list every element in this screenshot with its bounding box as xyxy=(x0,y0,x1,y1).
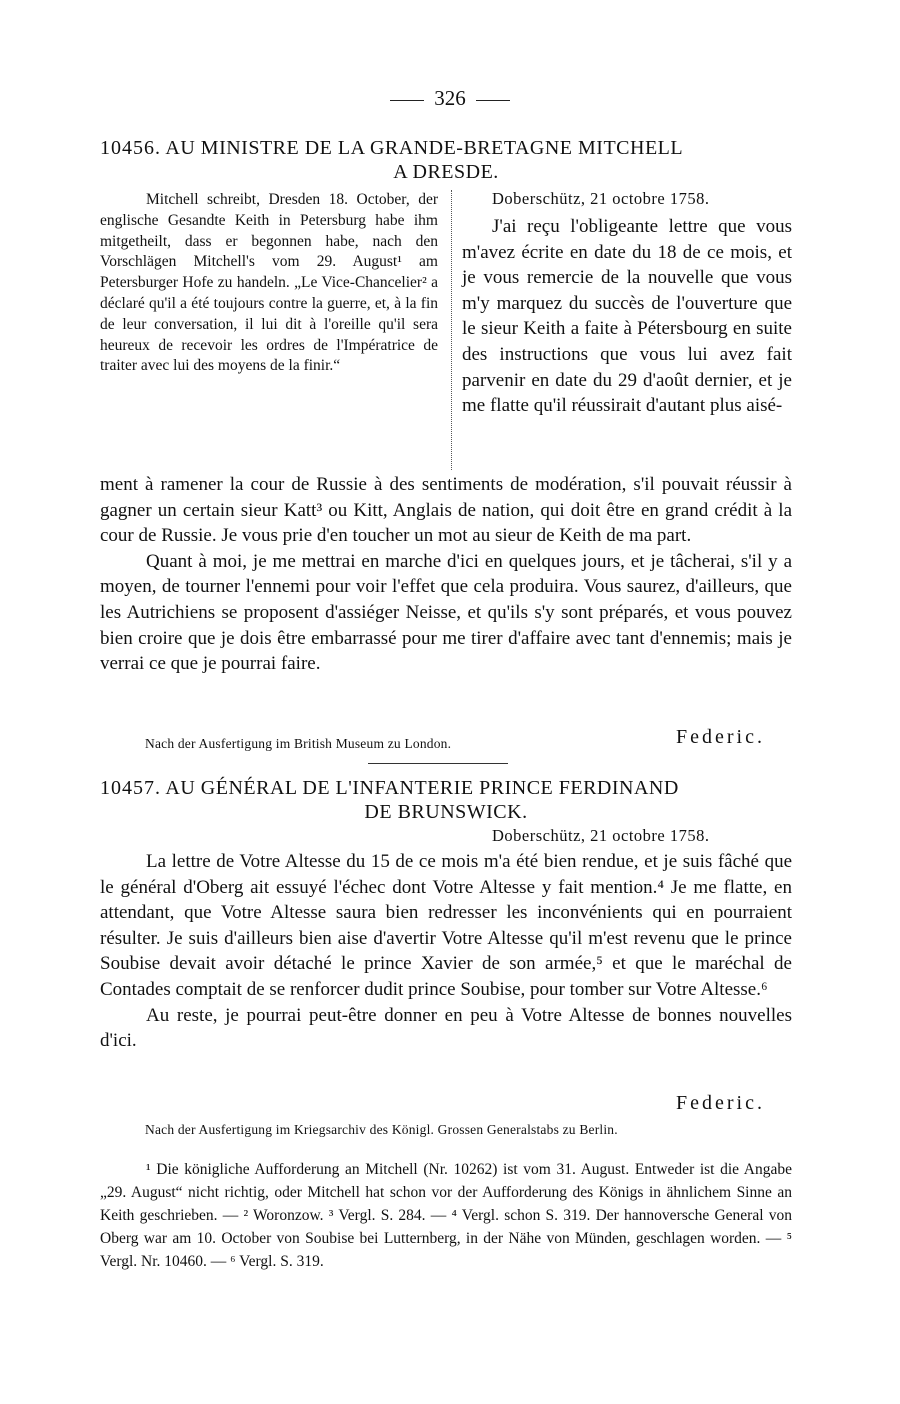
letter2-body xyxy=(100,849,792,1054)
page-header xyxy=(0,86,900,111)
letter2-signature: Federic. xyxy=(676,1092,765,1114)
letter1-body-para2: Quant à moi, je me mettrai en marche d'ici en quelques jours, et je tâcherai, s'il y a moyen, de tourner l'ennemi pour voir l'effet que cela produira. Vous saurez, d'ailleurs, que les Autrichiens se proposent d'assiéger Neisse, et qu'ils s'y sont préparés, et vous pouvez bien croire que je dois être embarrassé pour me tirer d'affaire avec tant d'ennemis; mais je verrai ce que je pourrai faire. xyxy=(100,550,792,675)
letter2-number: 10457. xyxy=(100,777,161,799)
separator-rule xyxy=(368,763,508,764)
letter1-body-part1 xyxy=(462,214,792,419)
letter1-summary xyxy=(100,190,438,377)
footnotes-text: ¹ Die königliche Aufforderung an Mitchell (Nr. 10262) ist vom 31. August. Entweder ist die Angabe „29. August“ nicht richtig, oder Mitchell hat schon vor der Aufforderung des Königs in ähnlichem Sinne an Keith geschrieben. — ² Woronzow. ³ Vergl. S. 284. — ⁴ Vergl. schon S. 319. Der hannoversche General von Oberg war am 10. October von Soubise bei Lutternberg, in der Nähe von Münden, geschlagen worden. — ⁵ Vergl. Nr. 10460. — ⁶ Vergl. S. 319. xyxy=(100,1161,792,1270)
letter1-body-part2: ment à ramener la cour de Russie à des sentiments de modération, s'il pouvait réussir à gagner un certain sieur Katt³ ou Kitt, Anglais de nation, qui doit être en grand crédit à la cour de Russie. Je vous prie d'en toucher un mot au sieur de Keith de ma part. xyxy=(100,474,792,547)
letter2-dateline: Doberschütz, 21 octobre 1758. xyxy=(492,826,710,845)
page-number: 326 xyxy=(434,86,466,110)
letter1-heading xyxy=(100,136,800,161)
letter1-title-line1: AU MINISTRE DE LA GRANDE-BRETAGNE MITCHELL xyxy=(165,137,684,159)
letter1-body-continued xyxy=(100,472,792,677)
letter1-title-line2: A DRESDE. xyxy=(393,161,499,183)
letter2-title-line1: AU GÉNÉRAL DE L'INFANTERIE PRINCE FERDINAND xyxy=(165,777,679,799)
letter2-body-para2: Au reste, je pourrai peut-être donner en peu à Votre Altesse de bonnes nouvelles d'ici. xyxy=(100,1004,792,1052)
letter1-dateline: Doberschütz, 21 octobre 1758. xyxy=(492,189,710,208)
letter2-source: Nach der Ausfertigung im Kriegsarchiv des Königl. Grossen Generalstabs zu Berlin. xyxy=(145,1122,618,1137)
letter1-signature: Federic. xyxy=(676,726,765,748)
letter2-title-line2: DE BRUNSWICK. xyxy=(364,801,528,823)
letter1-summary-text: Mitchell schreibt, Dresden 18. October, der englische Gesandte Keith in Petersburg habe ihm mitgetheilt, dass er begonnen habe, nach den Vorschlägen Mitchell's vom 29. August¹ am Petersburger Hofe zu handeln. „Le Vice-Chancelier² a déclaré qu'il a été toujours contre la guerre, et, à la fin de leur conversation, il lui dit à l'oreille qu'il sera heureux de recevoir les ordres de l'Impératrice de traiter avec lui des moyens de la finir.“ xyxy=(100,191,438,375)
letter1-body-part1-text: J'ai reçu l'obligeante lettre que vous m'avez écrite en date du 18 de ce mois, et je vous remercie de la nouvelle que vous m'y marquez du succès de l'ouverture que le sieur Keith a faite à Pétersbourg en suite des instructions que vous lui avez fait parvenir en date du 29 d'août dernier, et je me flatte qu'il réussirait d'autant plus aisé- xyxy=(462,216,792,417)
column-divider xyxy=(451,190,452,470)
footnotes xyxy=(100,1158,792,1273)
letter2-heading xyxy=(100,776,800,801)
letter1-number: 10456. xyxy=(100,137,161,159)
letter1-source: Nach der Ausfertigung im British Museum zu London. xyxy=(145,736,452,751)
dash-right xyxy=(476,100,510,101)
dash-left xyxy=(390,100,424,101)
letter2-body-para1: La lettre de Votre Altesse du 15 de ce mois m'a été bien rendue, et je suis fâché que le général d'Oberg ait essuyé l'échec dont Votre Altesse y fait mention.⁴ Je me flatte, en attendant, que Votre Altesse saura bien redresser les inconvénients qui en pourraient résulter. Je suis d'ailleurs bien aise d'avertir Votre Altesse qu'il m'est revenu que le prince Soubise devait avoir détaché le prince Xavier de son armée,⁵ et que le maréchal de Contades comptait de se renforcer dudit prince Soubise, pour tomber sur Votre Altesse.⁶ xyxy=(100,851,792,1000)
